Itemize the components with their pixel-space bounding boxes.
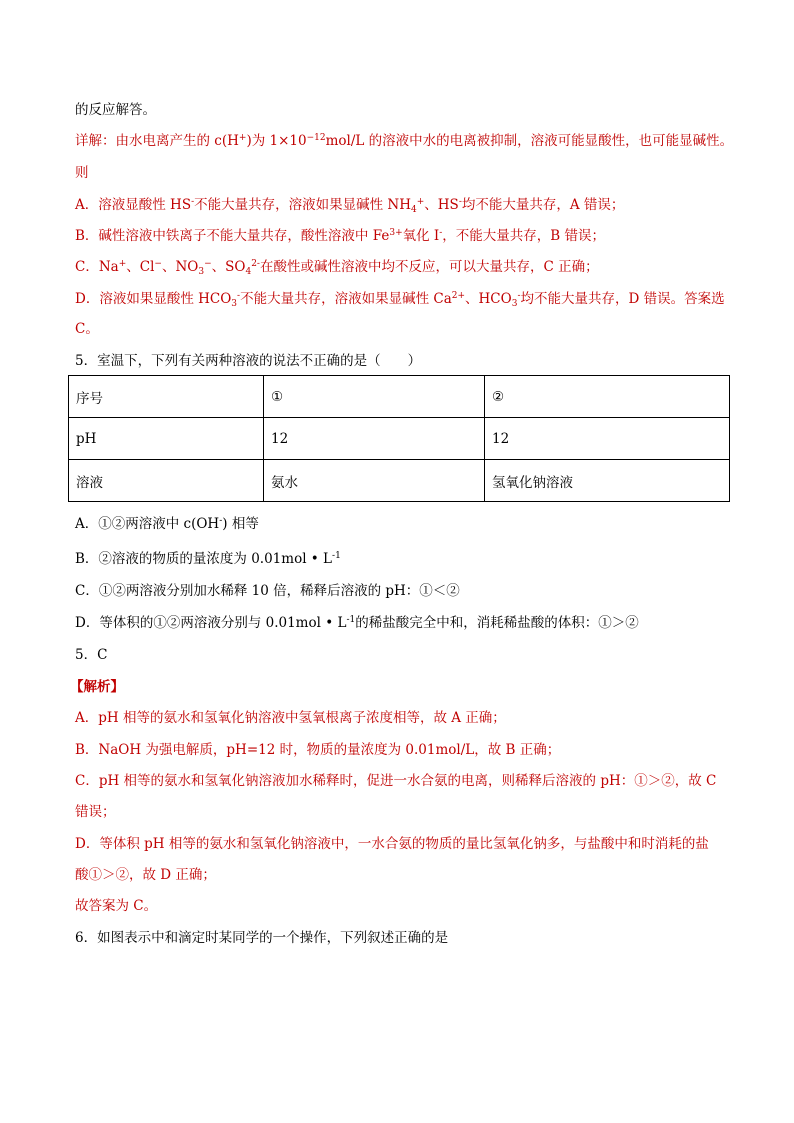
table-row [69, 376, 730, 418]
table-cell: ① [264, 376, 485, 418]
answer-5-option-a: A．pH 相等的氨水和氢氧化钠溶液中氢氧根离子浓度相等，故 A 正确； [75, 710, 506, 726]
analysis-detail: 详解：由水电离产生的 c(H+)为 $1\times 10^{-12}mol/L$ 的溶液中水的电离被抑制，溶液可能显酸性，也可能显碱性。 [75, 133, 734, 149]
question-5-option-a: A．①②两溶液中 c(OH-) 相等 [75, 516, 259, 532]
answer-5-final: 故答案为 C。 [75, 898, 158, 914]
analysis-option-a: A．溶液显酸性 HS-不能大量共存，溶液如果显碱性 $NH_4^+$、HS-均不能大量共存，A 错误； [75, 197, 625, 215]
question-5-option-d: D．等体积的①②两溶液分别与 0.01mol • $L^{-1}$的稀盐酸完全中和，消耗稀盐酸的体积：①＞② [75, 615, 639, 631]
table-cell: 12 [264, 418, 485, 460]
table-cell: 序号 [69, 376, 264, 418]
answer-5-option-d: D．等体积 pH 相等的氨水和氢氧化钠溶液中，一水合氨的物质的量比氢氧化钠多，与盐酸中和时消耗的盐 [75, 836, 709, 852]
analysis-option-b: B．碱性溶液中铁离子不能大量共存，酸性溶液中 $Fe^{3+}$氧化 I-，不能大量共存，B 错误； [75, 228, 606, 244]
question-6-stem: 6．如图表示中和滴定时某同学的一个操作，下列叙述正确的是 [75, 930, 449, 946]
answer-5-option-c-cont: 错误； [75, 804, 116, 820]
question-5-option-b: B．②溶液的物质的量浓度为 0.01mol • $L^{-1}$ [75, 551, 341, 567]
question-5-stem: 5．室温下，下列有关两种溶液的说法不正确的是（ ） [75, 353, 422, 369]
analysis-heading: 【解析】 [70, 679, 124, 695]
table-cell: 氨水 [264, 460, 485, 502]
analysis-option-c: C．Na+、Cl−、$NO_3^-$、$SO_4^{2-}$在酸性或碱性溶液中均不反应，可以大量共存，C 正确； [75, 259, 599, 277]
answer-5-option-b: B．NaOH 为强电解质，pH=12 时，物质的量浓度为 0.01mol/L，故 B 正确； [75, 742, 561, 758]
analysis-option-d: D．溶液如果显酸性 $HCO_3^-$不能大量共存，溶液如果显碱性 $Ca^{2+}$、$HCO_3^-$均不能大量共存，D 错误。答案选 [75, 291, 725, 309]
table-cell: ② [485, 376, 730, 418]
analysis-intro: 的反应解答。 [75, 102, 156, 118]
analysis-option-d-cont: C。 [75, 321, 99, 337]
question-5-table [68, 375, 730, 502]
table-cell: pH [69, 418, 264, 460]
question-5-option-c: C．①②两溶液分别加水稀释 10 倍，稀释后溶液的 pH：①＜② [75, 583, 460, 599]
answer-5-option-d-cont: 酸①＞②，故 D 正确； [75, 867, 216, 883]
answer-5-option-c: C．pH 相等的氨水和氢氧化钠溶液加水稀释时，促进一水合氨的电离，则稀释后溶液的 pH：①＞②，故 C [75, 773, 717, 789]
table-cell: 氢氧化钠溶液 [485, 460, 730, 502]
answer-5: 5．C [75, 647, 108, 663]
table-cell: 12 [485, 418, 730, 460]
table-row [69, 418, 730, 460]
table-cell: 溶液 [69, 460, 264, 502]
table-row [69, 460, 730, 502]
analysis-ze: 则 [75, 165, 89, 181]
